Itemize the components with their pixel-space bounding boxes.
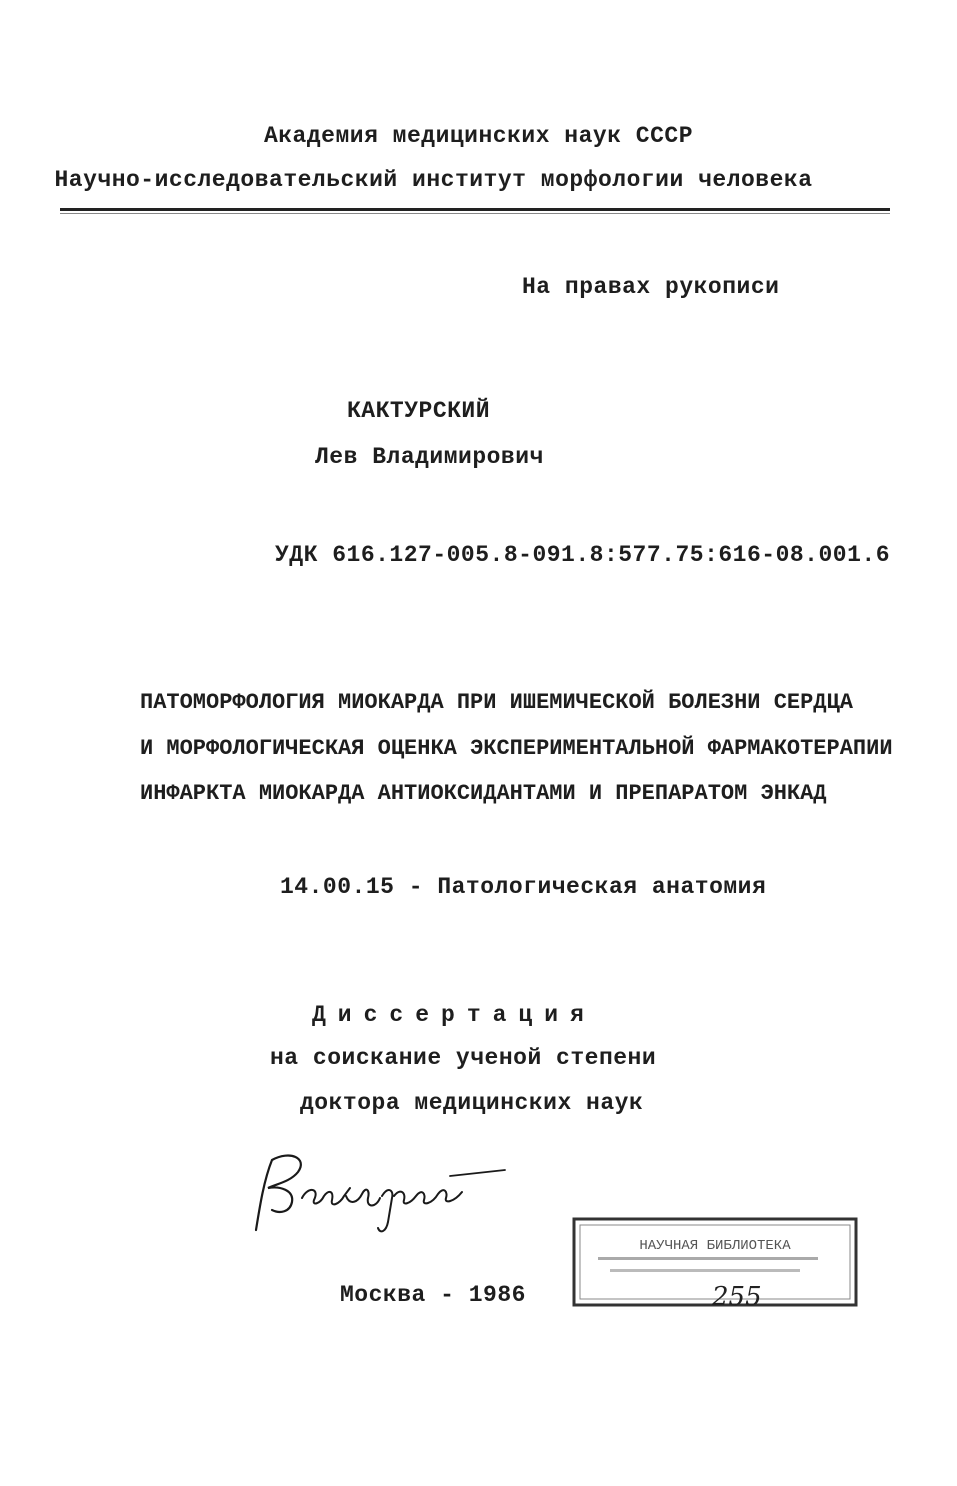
handwritten-signature (250, 1150, 520, 1240)
header-divider (60, 208, 890, 211)
dissertation-label: Диссертация (312, 1002, 596, 1028)
specialty: 14.00.15 - Патологическая анатомия (280, 874, 767, 900)
stamp-title: НАУЧНАЯ БИБЛИОТЕКА (639, 1238, 791, 1254)
author-name: Лев Владимирович (315, 444, 544, 470)
city-and-year: Москва - 1986 (340, 1282, 526, 1308)
dissertation-field: доктора медицинских наук (300, 1090, 644, 1116)
stamp-number: 255 (712, 1282, 762, 1310)
title-line-2: И МОРФОЛОГИЧЕСКАЯ ОЦЕНКА ЭКСПЕРИМЕНТАЛЬНОЙ ФАРМАКОТЕРАПИИ (140, 736, 893, 761)
header-divider-shadow (60, 213, 890, 214)
udc-code: УДК 616.127-005.8-091.8:577.75:616-08.001.6 (275, 542, 890, 568)
title-line-3: ИНФАРКТА МИОКАРДА АНТИОКСИДАНТАМИ И ПРЕПАРАТОМ ЭНКАД (140, 781, 827, 806)
academy-name: Академия медицинских наук СССР (263, 123, 694, 149)
library-stamp (570, 1215, 860, 1310)
author-surname: КАКТУРСКИЙ (347, 398, 491, 424)
institute-name: Научно-исследовательский институт морфологии человека (54, 167, 813, 193)
title-line-1: ПАТОМОРФОЛОГИЯ МИОКАРДА ПРИ ИШЕМИЧЕСКОЙ БОЛЕЗНИ СЕРДЦА (140, 690, 853, 715)
manuscript-rights: На правах рукописи (522, 274, 780, 300)
dissertation-degree: на соискание ученой степени (270, 1045, 657, 1071)
